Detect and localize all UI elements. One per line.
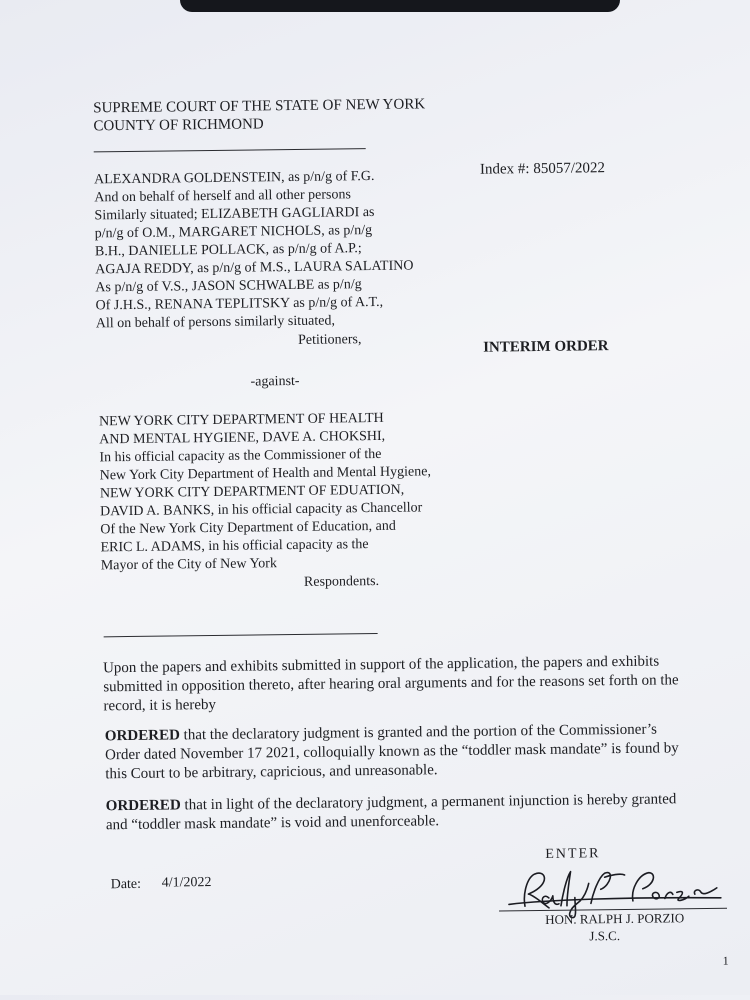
court-name: SUPREME COURT OF THE STATE OF NEW YORK bbox=[93, 96, 426, 117]
respondent-line: DAVID A. BANKS, in his official capacity as Chancellor bbox=[100, 500, 423, 520]
respondents-label: Respondents. bbox=[303, 573, 380, 590]
respondent-line: New York City Department of Health and Mental Hygiene, bbox=[99, 464, 432, 484]
judge-title: J.S.C. bbox=[589, 928, 621, 944]
order2-text: that in light of the declaratory judgment, a permanent injunction is hereby granted bbox=[180, 791, 677, 814]
respondent-line: ERIC L. ADAMS, in his official capacity as the bbox=[100, 537, 369, 556]
petitioner-line: AGAJA REDDY, as p/n/g of M.S., LAURA SALATINO bbox=[95, 258, 414, 278]
caption-rule bbox=[104, 633, 378, 637]
intro-line: Upon the papers and exhibits submitted in support of the application, the papers and exhibits bbox=[102, 653, 660, 677]
court-county: COUNTY OF RICHMOND bbox=[93, 116, 264, 135]
petitioner-line: As p/n/g of V.S., JASON SCHWALBE as p/n/g bbox=[95, 277, 362, 296]
ordered-keyword: ORDERED bbox=[105, 797, 181, 815]
header-rule bbox=[94, 148, 366, 152]
petitioner-line: And on behalf of herself and all other persons bbox=[94, 187, 351, 206]
against-label: -against- bbox=[250, 373, 300, 390]
respondent-line: NEW YORK CITY DEPARTMENT OF EDUATION, bbox=[99, 482, 405, 502]
petitioner-line: B.H., DANIELLE POLLACK, as p/n/g of A.P.; bbox=[94, 241, 362, 260]
petitioner-line: Of J.H.S., RENANA TEPLITSKY as p/n/g of A.T., bbox=[95, 294, 384, 314]
order1-line: Order dated November 17 2021, colloquially known as the “toddler mask mandate” is found by bbox=[105, 740, 679, 764]
petitioners-label: Petitioners, bbox=[297, 332, 362, 348]
enter-label: ENTER bbox=[545, 846, 601, 862]
respondent-line: AND MENTAL HYGIENE, DAVE A. CHOKSHI, bbox=[99, 428, 386, 448]
order2-line: and “toddler mask mandate” is void and unenforceable. bbox=[105, 813, 440, 834]
petitioner-line: All on behalf of persons similarly situated, bbox=[95, 313, 336, 332]
petitioner-line: p/n/g of O.M., MARGARET NICHOLS, as p/n/g bbox=[94, 223, 373, 242]
respondent-line: Of the New York City Department of Education, and bbox=[100, 518, 396, 538]
respondent-line: NEW YORK CITY DEPARTMENT OF HEALTH bbox=[98, 410, 384, 430]
date-label: Date: bbox=[110, 876, 142, 893]
ordered-keyword: ORDERED bbox=[104, 727, 180, 745]
order1-text: that the declaratory judgment is granted and the portion of the Commissioner’s bbox=[179, 721, 658, 744]
petitioner-line: Similarly situated; ELIZABETH GAGLIARDI as bbox=[94, 204, 375, 224]
judge-name: HON. RALPH J. PORZIO bbox=[545, 910, 685, 927]
date-value: 4/1/2022 bbox=[161, 875, 212, 891]
order1-line: this Court to be arbitrary, capricious, and unreasonable. bbox=[105, 762, 438, 783]
respondent-line: In his official capacity as the Commissioner of the bbox=[99, 446, 382, 466]
document-title: INTERIM ORDER bbox=[483, 338, 609, 356]
respondent-line: Mayor of the City of New York bbox=[100, 556, 278, 574]
intro-line: record, it is hereby bbox=[103, 696, 217, 715]
page-number: 1 bbox=[722, 953, 729, 968]
index-number: Index #: 85057/2022 bbox=[479, 160, 606, 178]
intro-line: submitted in opposition thereto, after hearing oral arguments and for the reasons set forth on the bbox=[103, 672, 679, 696]
petitioner-line: ALEXANDRA GOLDENSTEIN, as p/n/g of F.G. bbox=[93, 168, 375, 188]
